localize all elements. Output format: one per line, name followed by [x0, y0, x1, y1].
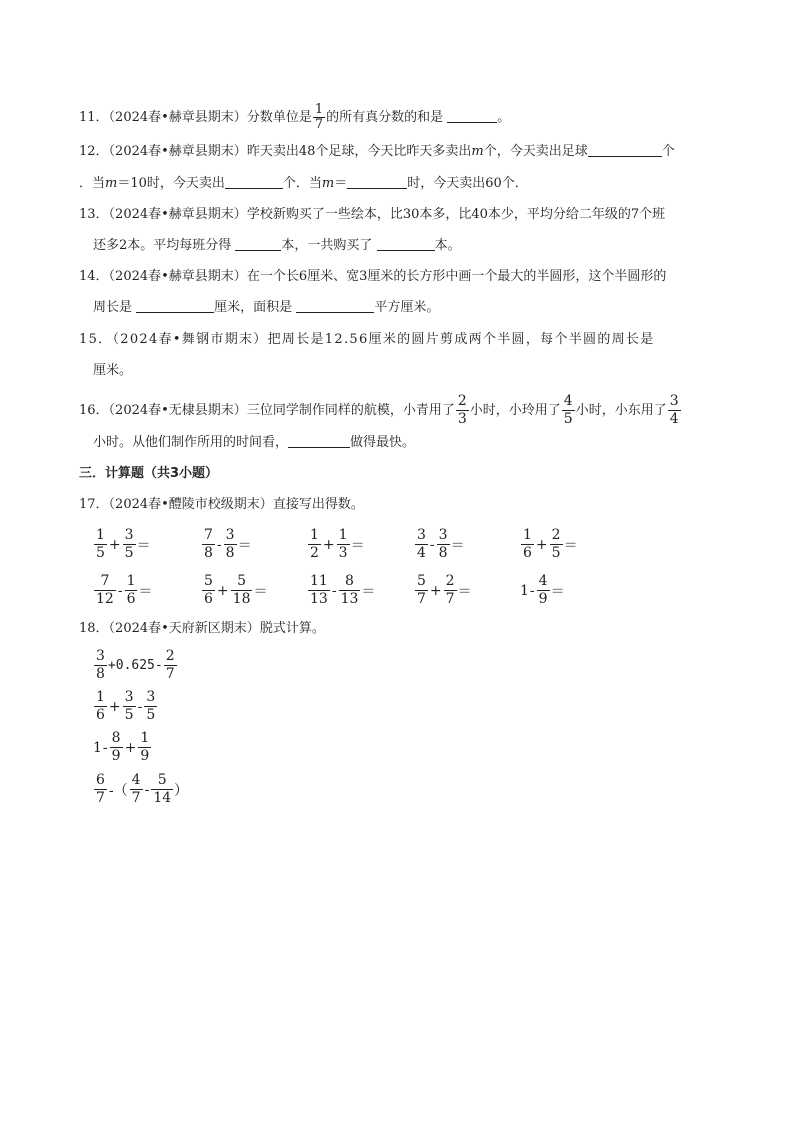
answer-blank[interactable] — [447, 108, 497, 123]
answer-blank[interactable] — [225, 174, 283, 189]
answer-blank[interactable] — [136, 298, 214, 313]
question-12: 12．（2024春•赫章县期末）昨天卖出48个足球，今天比昨天多卖出m个，今天卖出足球 个 — [79, 144, 675, 159]
expr-17-2: $\frac{7}{8}$ - $\frac{3}{8}$ ＝ — [204, 527, 252, 561]
section-heading: 三．计算题（共3小题） — [79, 466, 219, 481]
fraction: $\frac{4}{5}$ — [563, 393, 573, 427]
question-16: 16．（2024春•无棣县期末）三位同学制作同样的航模，小青用了 $\frac{2}{3}$ 小时，小玲用了 $\frac{4}{5}$ 小时，小东用了 $\frac{3}{4}$ — [79, 393, 679, 427]
fraction: $\frac{3}{4}$ — [669, 393, 679, 427]
answer-blank[interactable] — [588, 142, 662, 157]
fraction: $\frac{2}{3}$ — [457, 393, 467, 427]
expr-18-1: $\frac{3}{8}$ +0.625- $\frac{2}{7}$ — [96, 648, 175, 682]
question-14: 14．（2024春•赫章县期末）在一个长6厘米、宽3厘米的长方形中画一个最大的半圆形，这个半圆形的 — [79, 269, 667, 284]
expr-17-1: $\frac{1}{5}$ + $\frac{3}{5}$ ＝ — [96, 527, 151, 561]
expr-18-2: $\frac{1}{6}$ + $\frac{3}{5}$ - $\frac{3}{5}$ — [96, 689, 156, 723]
fraction: $\frac{1}{7}$ — [314, 102, 324, 132]
answer-blank[interactable] — [347, 174, 407, 189]
answer-blank[interactable] — [377, 236, 435, 251]
question-14-line2: 周长是 厘米，面积是 平方厘米。 — [93, 300, 440, 315]
expr-17-3: $\frac{1}{2}$ + $\frac{1}{3}$ ＝ — [310, 527, 365, 561]
expr-17-7: $\frac{5}{6}$ + $\frac{5}{18}$ ＝ — [204, 573, 268, 607]
question-15: 15．（2024春•舞钢市期末）把周长是12.56厘米的圆片剪成两个半圆，每个半圆的周长是 — [79, 332, 655, 347]
expr-18-4: $\frac{6}{7}$ -（ $\frac{4}{7}$ - $\frac{5}{14}$ ） — [96, 772, 189, 806]
expr-18-3: 1 - $\frac{8}{9}$ + $\frac{1}{9}$ — [93, 730, 150, 764]
question-16-line2: 小时。从他们制作所用的时间看， 做得最快。 — [93, 435, 416, 450]
expr-17-9: $\frac{5}{7}$ + $\frac{2}{7}$ ＝ — [417, 573, 472, 607]
answer-blank[interactable] — [235, 236, 281, 251]
expr-17-8: $\frac{11}{13}$ - $\frac{8}{13}$ ＝ — [310, 573, 376, 607]
answer-blank[interactable] — [296, 298, 374, 313]
question-13: 13．（2024春•赫章县期末）学校新购买了一些绘本，比30本多，比40本少，平均分给二年级的7个班 — [79, 207, 666, 222]
question-15-line2: 厘米。 — [93, 363, 133, 378]
question-13-line2: 还多2本。平均每班分得 本，一共购买了 本。 — [93, 238, 461, 253]
expr-17-5: $\frac{1}{6}$ + $\frac{2}{5}$ ＝ — [523, 527, 578, 561]
expr-17-6: $\frac{7}{12}$ - $\frac{1}{6}$ ＝ — [96, 573, 153, 607]
question-18: 18．（2024春•天府新区期末）脱式计算。 — [79, 621, 325, 636]
expr-17-10: 1 - $\frac{4}{9}$ ＝ — [520, 573, 565, 607]
question-17: 17．（2024春•醴陵市校级期末）直接写出得数。 — [79, 497, 364, 512]
question-11: 11．（2024春•赫章县期末）分数单位是 $\frac{1}{7}$ 的所有真分数的和是 。 — [79, 102, 511, 132]
expr-17-4: $\frac{3}{4}$ - $\frac{3}{8}$ ＝ — [417, 527, 465, 561]
answer-blank[interactable] — [288, 433, 350, 448]
question-12-line2: ．当m＝10时，今天卖出 个．当m＝ 时，今天卖出60个． — [79, 176, 528, 191]
